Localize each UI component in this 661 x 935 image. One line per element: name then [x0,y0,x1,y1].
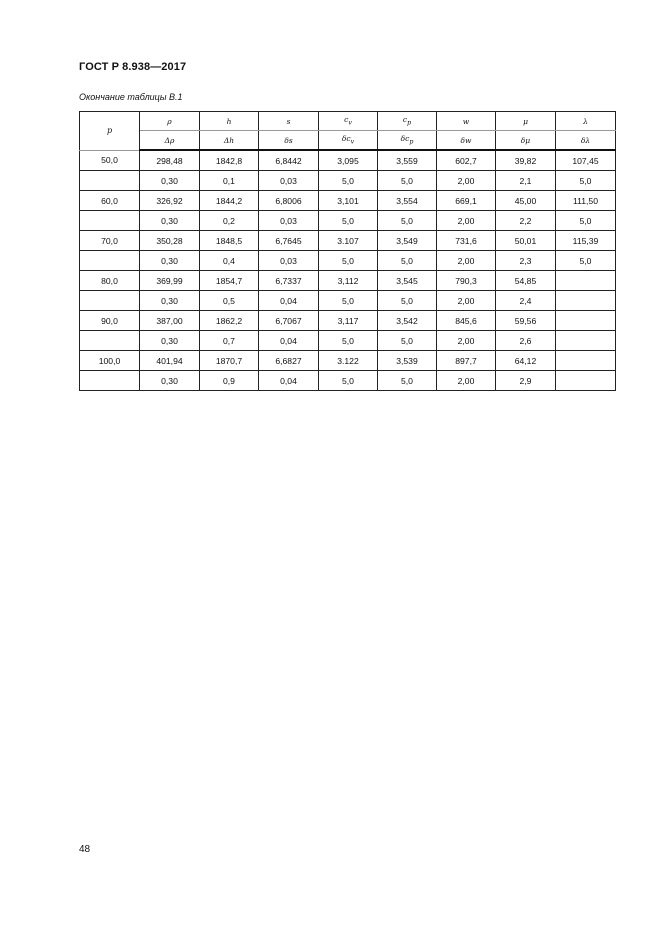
table-cell: 0,30 [140,211,200,231]
pressure-cell [80,291,140,311]
uncertainty-header-conductivity: δλ [556,131,616,151]
table-cell: 0,30 [140,171,200,191]
table-cell: 64,12 [496,351,556,371]
table-cell: 2,00 [437,331,496,351]
table-cell: 1844,2 [200,191,259,211]
table-row [80,351,616,371]
document-header: ГОСТ Р 8.938—2017 [79,61,187,73]
pressure-cell [80,211,140,231]
table-cell: 39,82 [496,150,556,171]
pressure-cell: 100,0 [80,351,140,371]
uncertainty-header-cv: $\delta c_v$ [319,131,378,151]
table-cell: 6,8442 [259,150,319,171]
pressure-cell [80,171,140,191]
table-row [80,251,616,271]
table-cell: 2,3 [496,251,556,271]
table-cell: 401,94 [140,351,200,371]
table-cell: 2,2 [496,211,556,231]
table-cell: 2,6 [496,331,556,351]
uncertainty-header-enthalpy: Δh [200,131,259,151]
table-cell: 107,45 [556,150,616,171]
table-cell: 0,04 [259,331,319,351]
data-table [79,111,616,391]
page-number: 48 [79,844,91,855]
column-header-cp: $c_p$ [378,112,437,131]
uncertainty-header-sound-speed: δw [437,131,496,151]
table-cell: 2,00 [437,171,496,191]
table-cell: 369,99 [140,271,200,291]
table-cell: 0,03 [259,171,319,191]
table-cell: 3,545 [378,271,437,291]
table-cell: 0,5 [200,291,259,311]
table-cell: 2,00 [437,251,496,271]
table-cell: 3,101 [319,191,378,211]
table-cell: 59,56 [496,311,556,331]
table-cell: 2,00 [437,211,496,231]
table-cell: 5,0 [556,171,616,191]
table-cell: 5,0 [556,211,616,231]
column-header-enthalpy: h [200,112,259,131]
table-cell [556,311,616,331]
table-cell: 54,85 [496,271,556,291]
table-cell: 1854,7 [200,271,259,291]
table-cell: 0,04 [259,371,319,391]
table-cell: 1862,2 [200,311,259,331]
table-cell: 3.107 [319,231,378,251]
uncertainty-header-entropy: δs [259,131,319,151]
table-cell: 3,112 [319,271,378,291]
table-cell: 5,0 [556,251,616,271]
table-cell: 1842,8 [200,150,259,171]
table-cell: 0,9 [200,371,259,391]
table-cell: 731,6 [437,231,496,251]
table-cell: 0,4 [200,251,259,271]
table-cell: 350,28 [140,231,200,251]
uncertainty-header-row [80,131,616,151]
table-cell: 3,539 [378,351,437,371]
table-cell: 115,39 [556,231,616,251]
table-cell: 3,117 [319,311,378,331]
table-cell: 298,48 [140,150,200,171]
table-row [80,191,616,211]
column-header-conductivity: λ [556,112,616,131]
table-cell: 0,30 [140,291,200,311]
pressure-cell: 60,0 [80,191,140,211]
table-cell: 45,00 [496,191,556,211]
symbol-header-row [80,112,616,131]
uncertainty-header-viscosity: δμ [496,131,556,151]
table-cell: 2,9 [496,371,556,391]
uncertainty-header-cp: $\delta c_p$ [378,131,437,151]
table-cell: 3,549 [378,231,437,251]
table-cell: 5,0 [378,291,437,311]
table-cell: 5,0 [319,251,378,271]
table-cell [556,351,616,371]
table-cell: 5,0 [319,331,378,351]
column-header-density: ρ [140,112,200,131]
table-cell: 0,7 [200,331,259,351]
table-cell: 50,01 [496,231,556,251]
pressure-column-header: p [80,112,140,151]
column-header-viscosity: μ [496,112,556,131]
table-cell [556,291,616,311]
table-cell: 2,1 [496,171,556,191]
table-row [80,211,616,231]
table-cell: 5,0 [378,331,437,351]
table-cell: 897,7 [437,351,496,371]
table-row [80,271,616,291]
table-cell: 0,30 [140,251,200,271]
table-cell: 111,50 [556,191,616,211]
pressure-cell [80,371,140,391]
table-caption: Окончание таблицы В.1 [79,92,183,102]
table-cell: 0,1 [200,171,259,191]
table-cell: 5,0 [378,251,437,271]
table-cell: 0,30 [140,371,200,391]
table-cell: 602,7 [437,150,496,171]
table-cell: 3,559 [378,150,437,171]
pressure-cell [80,251,140,271]
table-cell: 6,7645 [259,231,319,251]
pressure-cell: 90,0 [80,311,140,331]
table-row [80,231,616,251]
table-cell: 669,1 [437,191,496,211]
table-cell [556,271,616,291]
table-cell: 5,0 [319,211,378,231]
table-cell: 2,4 [496,291,556,311]
pressure-cell: 50,0 [80,150,140,171]
table-cell: 0,04 [259,291,319,311]
table-cell: 5,0 [319,171,378,191]
table-row [80,331,616,351]
pressure-cell: 80,0 [80,271,140,291]
table-cell: 6,7067 [259,311,319,331]
table-row [80,150,616,171]
column-header-entropy: s [259,112,319,131]
table-cell: 2,00 [437,291,496,311]
pressure-cell [80,331,140,351]
table-cell: 0,03 [259,211,319,231]
table-cell: 5,0 [378,171,437,191]
table-cell: 0,2 [200,211,259,231]
table-cell: 5,0 [319,291,378,311]
table-cell: 2,00 [437,371,496,391]
table-cell [556,331,616,351]
table-cell: 387,00 [140,311,200,331]
table-cell: 5,0 [378,371,437,391]
table-cell: 3.122 [319,351,378,371]
table-cell: 1848,5 [200,231,259,251]
table-cell: 790,3 [437,271,496,291]
uncertainty-header-density: Δρ [140,131,200,151]
table-row [80,171,616,191]
table-cell: 326,92 [140,191,200,211]
table-row [80,371,616,391]
pressure-cell: 70,0 [80,231,140,251]
table-cell: 3,554 [378,191,437,211]
table-cell: 1870,7 [200,351,259,371]
table-cell: 5,0 [378,211,437,231]
table-cell: 845,6 [437,311,496,331]
column-header-cv: $c_v$ [319,112,378,131]
table-cell: 5,0 [319,371,378,391]
table-row [80,291,616,311]
table-cell: 6,6827 [259,351,319,371]
table-body [80,150,616,391]
column-header-sound-speed: w [437,112,496,131]
table-cell: 6,8006 [259,191,319,211]
table-cell: 0,03 [259,251,319,271]
table-cell: 0,30 [140,331,200,351]
table-row [80,311,616,331]
table-cell [556,371,616,391]
table-cell: 3,542 [378,311,437,331]
table-cell: 6,7337 [259,271,319,291]
table-cell: 3,095 [319,150,378,171]
